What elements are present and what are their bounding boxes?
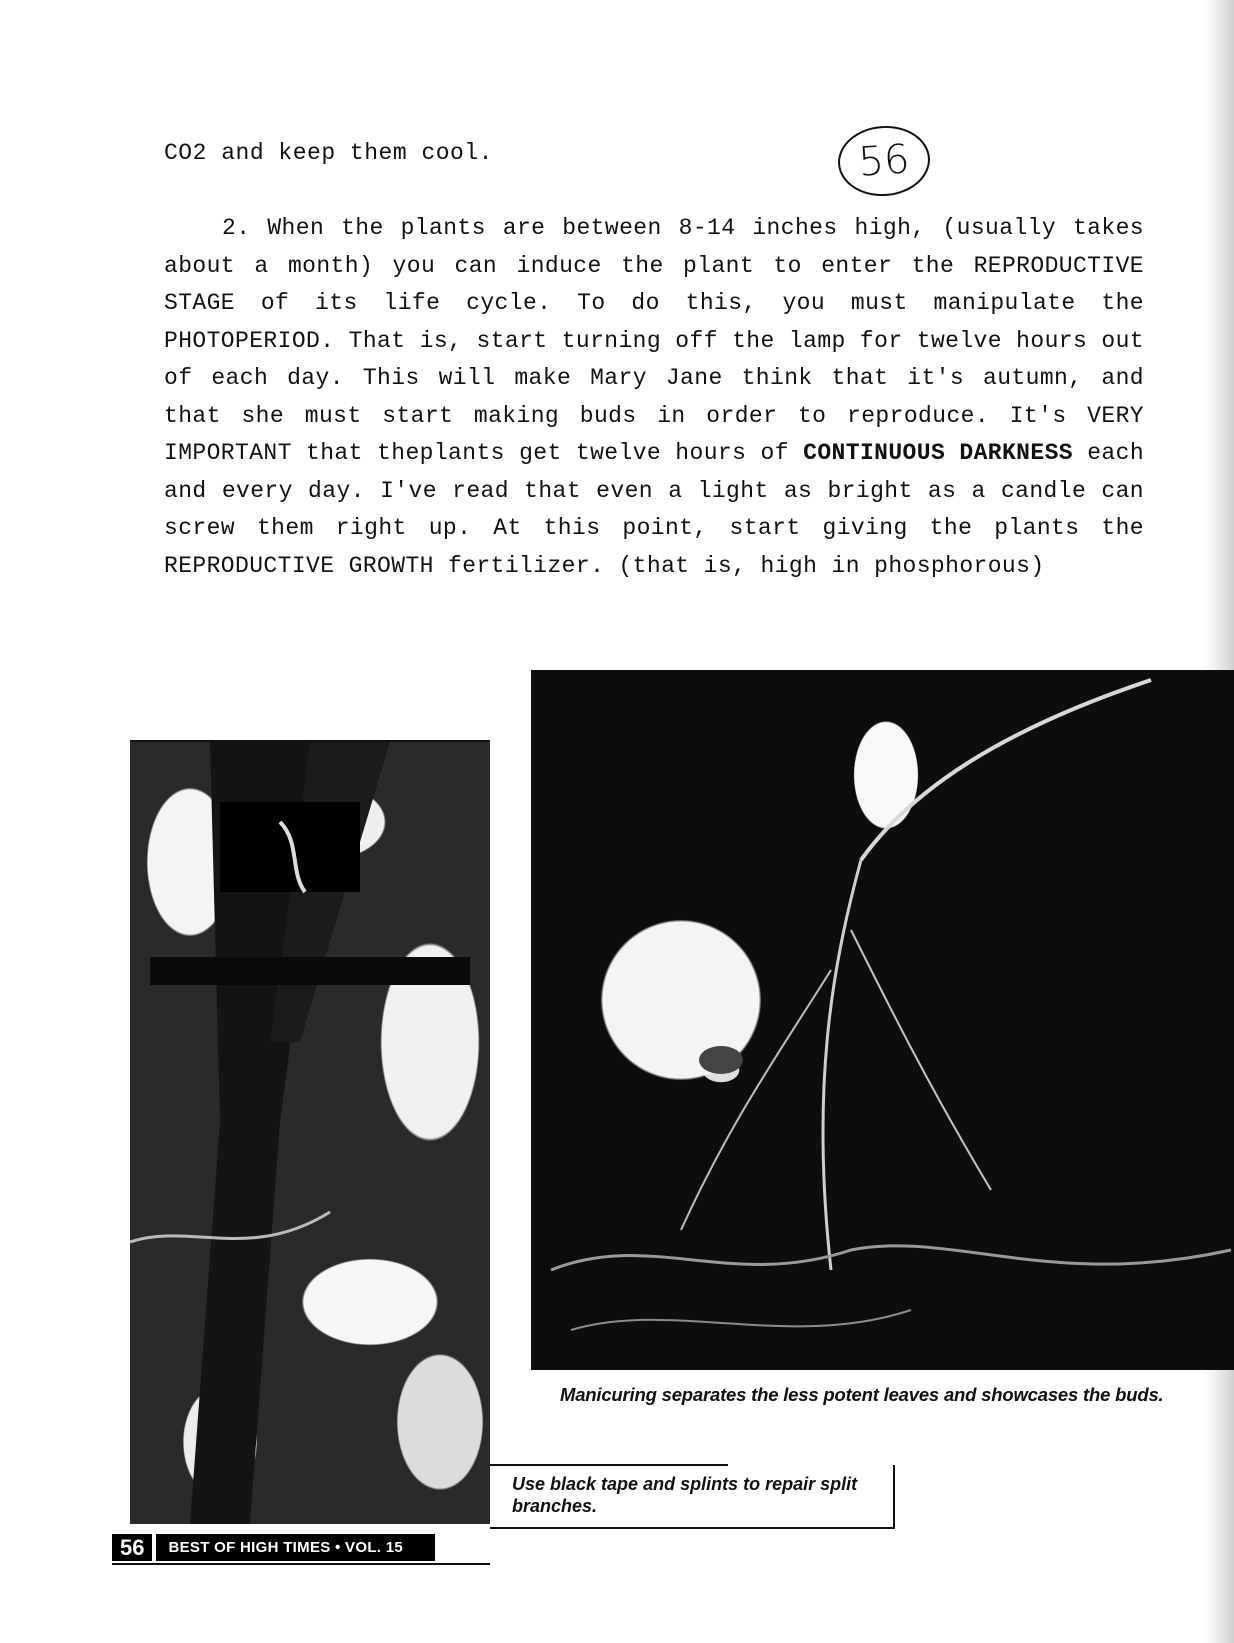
- paragraph-text-2: each and every day. I've read that even a light as bright as a candle can screw them right up. At this point, start giving the plants the REPRODUCTIVE GROWTH fertilizer. (that is, high in phosphorous): [164, 440, 1145, 579]
- splint-caption: Use black tape and splints to repair split branches.: [512, 1474, 858, 1516]
- paragraph-bold-text: CONTINUOUS DARKNESS: [803, 440, 1073, 466]
- body-paragraph: [164, 210, 1144, 585]
- footer-page-number: 56: [112, 1534, 152, 1561]
- splint-caption-box: [490, 1465, 895, 1529]
- manicuring-caption: Manicuring separates the less potent leaves and showcases the buds.: [560, 1384, 1164, 1405]
- caption-rule: [490, 1464, 728, 1466]
- branch-splint-illustration: [130, 742, 490, 1524]
- page-footer: [112, 1534, 435, 1561]
- manicuring-photo: [531, 670, 1234, 1370]
- intro-line: CO2 and keep them cool.: [164, 140, 493, 166]
- branch-splint-photo: [130, 740, 490, 1524]
- footer-publication: BEST OF HIGH TIMES • VOL. 15: [156, 1534, 435, 1561]
- handwritten-page-number: 56: [836, 123, 933, 199]
- manicuring-illustration: [531, 670, 1234, 1370]
- paragraph-text-1: 2. When the plants are between 8-14 inches high, (usually takes about a month) you can induce the plant to enter the REPRODUCTIVE STAGE of its life cycle. To do this, you must manipulate the PHOTOPERIOD. That is, start turning off the lamp for twelve hours out of each day. This will make Mary Jane think that it's autumn, and that she must start making buds in order to reproduce. It's VERY IMPORTANT that theplants get twelve hours of: [164, 215, 1144, 466]
- footer-rule: [112, 1563, 490, 1565]
